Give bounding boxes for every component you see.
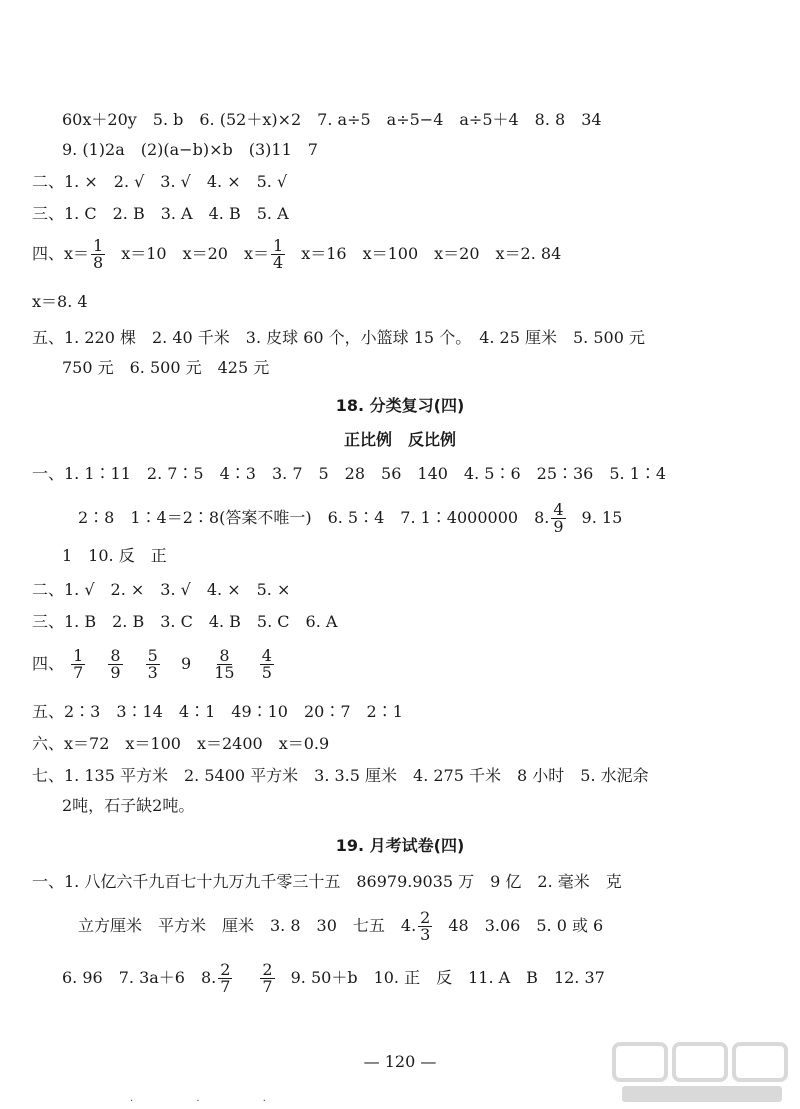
line21-text: 6. 96 7. 3a＋6 8.	[62, 968, 217, 987]
watermark-logo-icon	[612, 1040, 792, 1106]
answer-line-8: 750 元 6. 500 元 425 元	[62, 358, 270, 377]
page-number: — 120 —	[363, 1052, 437, 1071]
section-title-18: 18. 分类复习(四)	[335, 396, 465, 415]
fraction: $\frac{2}{3}$	[420, 908, 431, 944]
answer-line-7: 五、1. 220 棵 2. 40 千米 3. 皮球 60 个，小篮球 15 个。 4. 25 厘米 5. 500 元	[32, 328, 645, 347]
answer-line-13: 三、1. B 2. B 3. C 4. B 5. C 6. A	[32, 612, 338, 631]
fraction: $\frac{8}{9}$	[110, 646, 121, 682]
answer-line-2: 9. (1)2a (2)(a−b)×b (3)11 7	[62, 140, 318, 159]
fraction: $\frac{5}{3}$	[147, 646, 158, 682]
answer-line-3: 二、1. × 2. √ 3. √ 4. × 5. √	[32, 172, 288, 191]
answer-line-15: 五、2∶3 3∶14 4∶1 49∶10 20∶7 2∶1	[32, 702, 403, 721]
answer-line-21	[62, 962, 605, 995]
fraction: $\frac{2}{7}$	[220, 960, 231, 996]
answer-line-19: 一、1. 八亿六千九百七十九万九千零三十五 86979.9035 万 9 亿 2. 毫米 克	[32, 872, 622, 891]
scan-marks: · · ·	[130, 1096, 296, 1107]
line20-end: 48 3.06 5. 0 或 6	[448, 916, 604, 935]
section-title-19: 19. 月考试卷(四)	[335, 836, 465, 855]
answer-line-16: 六、x＝72 x＝100 x＝2400 x＝0.9	[32, 734, 330, 753]
answer-line-1: 60x＋20y 5. b 6. (52＋x)×2 7. a÷5 a÷5−4 a÷5＋4 8. 8 34	[62, 110, 602, 129]
answer-line-14	[32, 648, 276, 681]
line14-nine: 9	[180, 654, 192, 673]
fraction: $\frac{1}{4}$	[273, 236, 284, 272]
fraction: $\frac{1}{8}$	[93, 236, 104, 272]
answer-line-5	[32, 238, 561, 271]
fraction: $\frac{4}{9}$	[553, 500, 564, 536]
fraction: $\frac{1}{7}$	[73, 646, 84, 682]
line10-end: 9. 15	[581, 508, 623, 527]
answer-line-20	[78, 910, 603, 943]
answer-line-17: 七、1. 135 平方米 2. 5400 平方米 3. 3.5 厘米 4. 275 千米 8 小时 5. 水泥余	[32, 766, 649, 785]
answer-line-10	[78, 502, 622, 535]
line20-text: 立方厘米 平方米 厘米 3. 8 30 七五 4.	[78, 916, 417, 935]
fraction: $\frac{8}{15}$	[214, 646, 235, 682]
answer-line-18: 2吨，石子缺2吨。	[62, 796, 195, 815]
answer-line-6: x＝8. 4	[32, 292, 88, 311]
line10-text: 2∶8 1∶4＝2∶8(答案不唯一) 6. 5∶4 7. 1∶4000000 8.	[78, 508, 550, 527]
fraction: $\frac{2}{7}$	[262, 960, 273, 996]
answer-line-9: 一、1. 1∶11 2. 7∶5 4∶3 3. 7 5 28 56 140 4. 5∶6 25∶36 5. 1∶4	[32, 464, 667, 483]
line5-prefix: 四、x＝	[32, 244, 90, 263]
line5-rest: x＝16 x＝100 x＝20 x＝2. 84	[301, 244, 562, 263]
answer-line-12: 二、1. √ 2. × 3. √ 4. × 5. ×	[32, 580, 291, 599]
line5-mid: x＝10 x＝20 x＝	[121, 244, 270, 263]
line14-prefix: 四、	[32, 654, 65, 673]
line21-end: 9. 50＋b 10. 正 反 11. A B 12. 37	[290, 968, 605, 987]
answer-line-4: 三、1. C 2. B 3. A 4. B 5. A	[32, 204, 289, 223]
answer-line-11: 1 10. 反 正	[62, 546, 167, 565]
section-subtitle: 正比例 反比例	[343, 430, 456, 449]
fraction: $\frac{4}{5}$	[261, 646, 272, 682]
